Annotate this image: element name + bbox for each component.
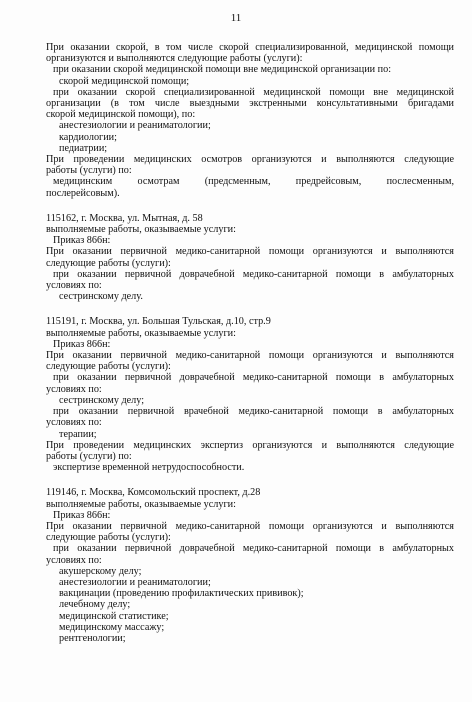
text-line: кардиологии;	[59, 131, 117, 143]
text-line: экспертизе временной нетрудоспособности.	[53, 462, 245, 474]
document-body	[46, 42, 454, 644]
document-section	[46, 42, 454, 199]
text-line: условиях по:	[46, 383, 102, 395]
text-line: выполняемые работы, оказываемые услуги:	[46, 498, 236, 510]
text-line: При оказании скорой, в том числе скорой специализированной, медицинской помощи	[46, 42, 454, 53]
text-line: работы (услуги) по:	[46, 450, 132, 462]
document-section	[46, 316, 454, 473]
page-number: 11	[230, 12, 242, 24]
text-line: сестринскому делу;	[59, 394, 145, 406]
text-line: анестезиологии и реаниматологии;	[59, 120, 211, 132]
text-line: организации (в том числе выездными экстренными консультативными бригадами	[46, 98, 454, 110]
text-line: сестринскому делу.	[59, 291, 143, 303]
text-line: анестезиологии и реаниматологии;	[59, 576, 211, 588]
section-gap	[46, 473, 454, 487]
text-line: медицинской статистике;	[59, 610, 169, 622]
text-line: скорой медицинской помощи), по:	[46, 109, 196, 121]
text-line: При проведении медицинских осмотров организуются и выполняются следующие	[46, 154, 454, 166]
text-line: 115191, г. Москва, ул. Большая Тульская, д.10, стр.9	[46, 316, 271, 328]
text-line: послерейсовым).	[46, 187, 120, 199]
text-line: рентгенологии;	[59, 632, 126, 644]
text-line: медицинскому массажу;	[59, 621, 165, 633]
text-line: лечебному делу;	[59, 599, 131, 611]
text-line: следующие работы (услуги):	[46, 532, 171, 544]
text-line: следующие работы (услуги):	[46, 361, 171, 373]
text-line: следующие работы (услуги):	[46, 257, 171, 269]
text-line: при оказании скорой специализированной медицинской помощи вне медицинской	[53, 86, 454, 98]
section-gap	[46, 199, 454, 213]
text-line: при оказании первичной доврачебной медико-санитарной помощи в амбулаторных	[53, 268, 454, 280]
text-line: При оказании первичной медико-санитарной помощи организуются и выполняются	[46, 246, 454, 258]
text-line: 115162, г. Москва, ул. Мытная, д. 58	[46, 212, 203, 224]
text-line: терапии;	[59, 428, 97, 440]
text-line: педиатрии;	[59, 142, 108, 154]
section-gap	[46, 302, 454, 316]
text-line: При проведении медицинских экспертиз организуются и выполняются следующие	[46, 439, 454, 451]
text-line: работы (услуги) по:	[46, 165, 132, 177]
document-section	[46, 213, 454, 303]
text-line: 119146, г. Москва, Комсомольский проспект, д.28	[46, 487, 261, 499]
text-line: при оказании первичной врачебной медико-санитарной помощи в амбулаторных	[53, 406, 454, 418]
text-line: при оказании первичной доврачебной медико-санитарной помощи в амбулаторных	[53, 543, 454, 555]
text-line: скорой медицинской помощи;	[59, 75, 190, 87]
text-line: условиях по:	[46, 417, 102, 429]
document-section	[46, 487, 454, 644]
text-line: Приказ 866н:	[53, 338, 111, 350]
text-line: При оказании первичной медико-санитарной помощи организуются и выполняются	[46, 350, 454, 362]
text-line: при оказании первичной доврачебной медико-санитарной помощи в амбулаторных	[53, 372, 454, 384]
text-line: Приказ 866н:	[53, 235, 111, 247]
text-line: акушерскому делу;	[59, 565, 142, 577]
text-line: вакцинации (проведению профилактических прививок);	[59, 588, 304, 600]
text-line: организуются и выполняются следующие работы (услуги):	[46, 53, 303, 65]
text-line: условиях по:	[46, 280, 102, 292]
text-line: при оказании скорой медицинской помощи вне медицинской организации по:	[53, 64, 392, 76]
text-line: медицинским осмотрам (предсменным, предрейсовым, послесменным,	[53, 176, 454, 188]
text-line: При оказании первичной медико-санитарной помощи организуются и выполняются	[46, 520, 454, 532]
text-line: выполняемые работы, оказываемые услуги:	[46, 327, 236, 339]
text-line: условиях по:	[46, 554, 102, 566]
text-line: выполняемые работы, оказываемые услуги:	[46, 224, 236, 236]
text-line: Приказ 866н:	[53, 509, 111, 521]
